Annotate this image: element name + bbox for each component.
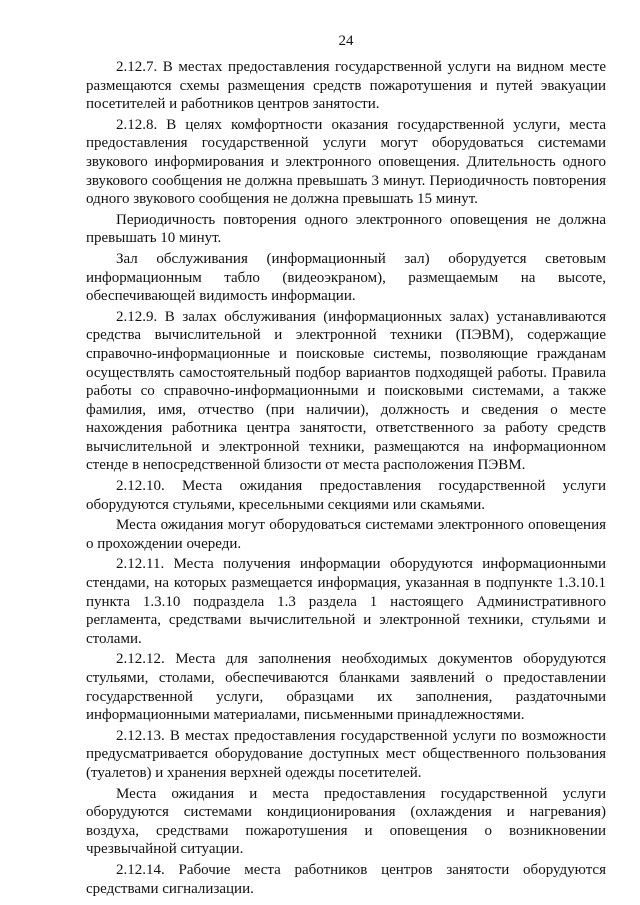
- paragraph-2-12-10: 2.12.10. Места ожидания предоставления государственной услуги оборудуются стульями, кресельными секциями или скамьями.: [86, 478, 606, 513]
- paragraph-electronic-alert-period: Периодичность повторения одного электронного оповещения не должна превышать 10 минут.: [86, 211, 606, 247]
- page-number: 24: [338, 33, 354, 49]
- paragraph-2-12-12: 2.12.12. Места для заполнения необходимых документов оборудуются стульями, столами, обеспечиваются бланками заявлений о предоставлении государственной услуги, образцами их заполнения, раздаточными информационными материалами, письменными принадлежностями.: [86, 651, 606, 724]
- paragraph-2-12-14: 2.12.14. Рабочие места работников центров занятости оборудуются средствами сигнализации.: [86, 861, 606, 897]
- paragraph-2-12-9: 2.12.9. В залах обслуживания (информационных залах) устанавливаются средства вычислительной и электронной техники (ПЭВМ), содержащие справочно-информационные и поисковые системы, позволяющие гражданам осуществлять самостоятельный подбор вариантов подходящей работы. Правила работы со справочно-информационными и поисковыми системами, а также фамилия, имя, отчество (при наличии), должность и сведения о месте нахождения работника центра занятости, ответственного за работу средств вычислительной и электронной техники, размещаются на информационном стенде в непосредственной близости от места расположения ПЭВМ.: [86, 308, 606, 474]
- paragraph-service-hall: Зал обслуживания (информационный зал) оборудуется световым информационным табло (видеоэкраном), размещаемым на высоте, обеспечивающей видимость информации.: [86, 250, 606, 305]
- paragraph-2-12-7: 2.12.7. В местах предоставления государственной услуги на видном месте размещаются схемы размещения средств пожаротушения и путей эвакуации посетителей и работников центров занятости.: [86, 59, 606, 113]
- paragraph-waiting-places-alert: Места ожидания могут оборудоваться системами электронного оповещения о прохождении очереди.: [86, 517, 606, 552]
- paragraph-conditioning: Места ожидания и места предоставления государственной услуги оборудуются системами кондиционирования (охлаждения и нагревания) воздуха, средствами пожаротушения и оповещения о возникновении чрезвычайной ситуации.: [86, 785, 606, 858]
- paragraph-2-12-13: 2.12.13. В местах предоставления государственной услуги по возможности предусматривается оборудование доступных мест общественного пользования (туалетов) и хранения верхней одежды посетителей.: [86, 727, 606, 781]
- paragraph-2-12-8: 2.12.8. В целях комфортности оказания государственной услуги, места предоставления государственной услуги могут оборудоваться системами звукового информирования и электронного оповещения. Длительность одного звукового сообщения не должна превышать 3 минут. Периодичность повторения одного звукового сообщения не должна превышать 15 минут.: [86, 116, 606, 208]
- paragraph-2-12-11: 2.12.11. Места получения информации оборудуются информационными стендами, на которых размещается информация, указанная в подпункте 1.3.10.1 пункта 1.3.10 подраздела 1.3 раздела 1 настоящего Административного регламента, средствами вычислительной и электронной техники, стульями и столами.: [86, 556, 606, 647]
